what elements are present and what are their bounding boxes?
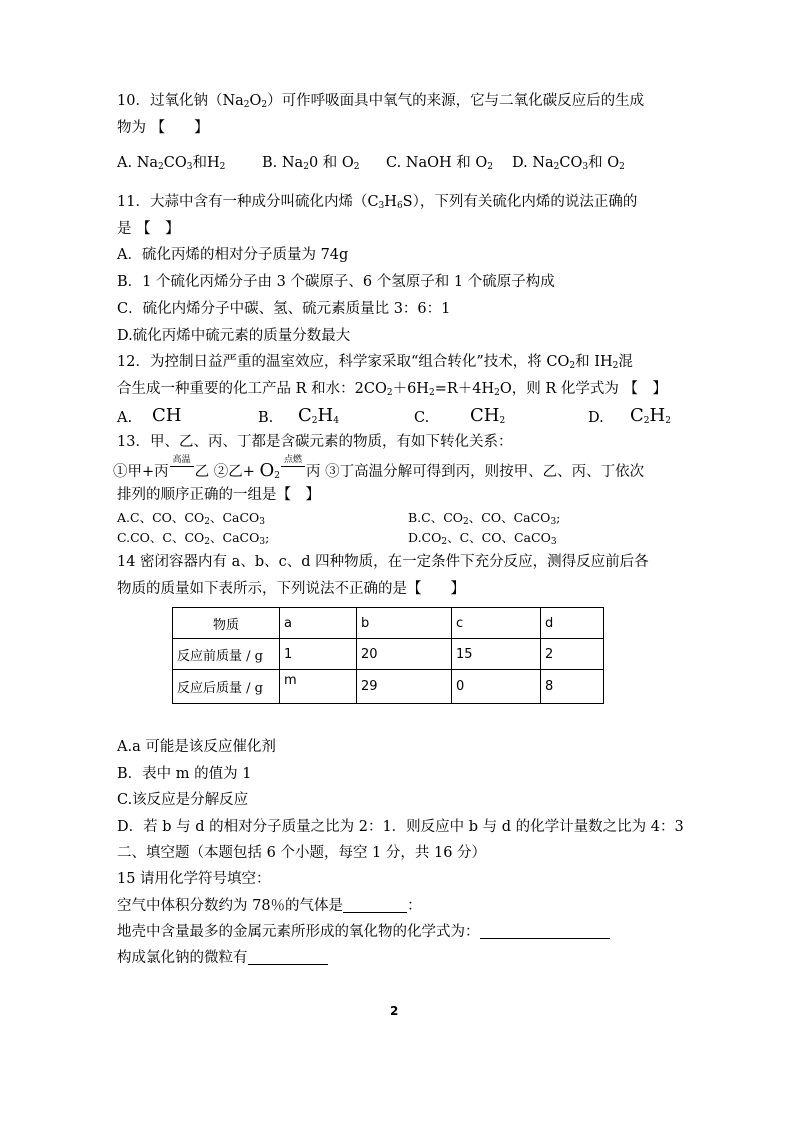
mass-table: [172, 607, 604, 704]
q11-option-d: D.硫化丙烯中硫元素的质量分数最大: [117, 328, 351, 344]
table-cell: 8: [541, 670, 604, 704]
table-cell: c: [452, 608, 541, 639]
table-cell: 反应后质量 / g: [173, 670, 280, 704]
q12-stem-line1: 12．为控制日益严重的温室效应，科学家采取“组合转化”技术，将 $CO_2$和 $IH_2$混: [117, 354, 633, 371]
q11-stem-line2: 是 【 】: [117, 221, 180, 237]
q13-option-d: $D.CO_2$、C、CO、CaCO$_3$: [408, 530, 557, 547]
q10-option-b: B. $Na_20$ 和 $O_2$: [262, 155, 360, 172]
q14-stem-line1: 14 密闭容器内有 a、b、c、d 四种物质，在一定条件下充分反应，测得反应前后各: [117, 554, 649, 570]
q12-option-c-label: C.: [414, 410, 430, 426]
q14-option-d: D．若 b 与 d 的相对分子质量之比为 2：1．则反应中 b 与 d 的化学计量数之比为 4：3: [117, 819, 684, 835]
table-row: [173, 670, 604, 704]
q13-option-a: A.C、CO、$CO_2$、CaCO$_3$: [117, 510, 266, 527]
q11-stem-line1: 11．大蒜中含有一种成分叫硫化内烯$(C_3H_6S)$，下列有关硫化内烯的说法正确的: [117, 194, 638, 211]
q13-option-b: B.C、$CO_2$、CO、CaCO$_3$;: [408, 510, 561, 527]
q15-item-3: 构成氯化钠的微粒有: [117, 948, 328, 968]
q10-stem-line1: 10．过氧化钠$(Na_2O_2)$可作呼吸面具中氧气的来源，它与二氧化碳反应后的生成: [117, 93, 645, 110]
q10-option-c: C. NaOH 和 $O_2$: [386, 155, 494, 172]
q14-option-c: C.该反应是分解反应: [117, 792, 249, 808]
table-cell: 0: [452, 670, 541, 704]
table-cell: m: [280, 670, 357, 704]
answer-blank[interactable]: [343, 898, 407, 913]
table-row: [173, 639, 604, 670]
q14-stem-line2: 物质的质量如下表所示，下列说法不正确的是【 】: [117, 581, 465, 597]
q12-option-b-label: B.: [258, 410, 274, 426]
section-heading: 二、填空题（本题包括 6 个小题，每空 1 分，共 16 分）: [117, 845, 487, 861]
table-cell: b: [357, 608, 452, 639]
table-cell: 物质: [173, 608, 280, 639]
q12-option-d: $C_2H_2$: [630, 405, 671, 426]
q10-stem-line2: 物为 【 】: [117, 120, 209, 136]
q11-option-a: A．硫化丙烯的相对分子质量为 74g: [117, 247, 349, 263]
q12-option-c: $CH_2$: [470, 405, 506, 426]
q14-option-a: A.a 可能是该反应催化剂: [117, 739, 276, 755]
answer-blank[interactable]: [248, 950, 328, 965]
table-cell: 2: [541, 639, 604, 670]
table-cell: a: [280, 608, 357, 639]
q10-option-a: A. $Na_2CO_3$和$H_2$: [117, 155, 226, 172]
table-cell: 20: [357, 639, 452, 670]
q12-option-d-label: D.: [588, 410, 604, 426]
table-row: [173, 608, 604, 639]
table-cell: d: [541, 608, 604, 639]
q13-stem-line3: 排列的顺序正确的一组是【 】: [117, 487, 320, 503]
q15-item-1: 空气中体积分数约为 78％的气体是 ：: [117, 898, 422, 914]
q15-prompt: 15 请用化学符号填空：: [117, 871, 271, 887]
q11-option-b: B．1 个硫化丙烯分子由 3 个碳原子、6 个氢原子和 1 个硫原子构成: [117, 274, 555, 290]
q12-stem-line2: 合生成一种重要的化工产品 R 和水：$2CO_2+6H_2=R+4H_2O$，则 R 化学式为 【 】: [117, 381, 667, 398]
answer-blank[interactable]: [480, 924, 610, 939]
q13-stem-line2: ①甲+丙 高温 乙 ②乙+ $O_2$ 点燃 丙 ③丁高温分解可得到丙，则按甲、乙、丙、丁依次: [113, 455, 645, 481]
reaction-condition-ignite: 点燃: [280, 458, 306, 478]
q14-option-b: B．表中 m 的值为 1: [117, 766, 252, 782]
q12-option-a: CH: [152, 405, 182, 426]
q15-item-2: 地壳中含量最多的金属元素所形成的氧化物的化学式为：: [117, 922, 610, 942]
page-number: 2: [390, 1004, 399, 1018]
table-cell: 1: [280, 639, 357, 670]
q13-stem-line1: 13．甲、乙、丙、丁都是含碳元素的物质，有如下转化关系：: [117, 434, 513, 450]
q11-option-c: C．硫化内烯分子中碳、氢、硫元素质量比 3：6：1: [117, 301, 451, 317]
table-cell: 15: [452, 639, 541, 670]
q12-option-b: $C_2H_4$: [298, 405, 339, 426]
q10-option-d: D. $Na_2CO_3$和 $O_2$: [512, 155, 625, 172]
table-cell: 29: [357, 670, 452, 704]
table-cell: 反应前质量 / g: [173, 639, 280, 670]
q13-option-c: C.CO、C、$CO_2$、CaCO$_3$;: [117, 530, 270, 547]
q12-option-a-label: A.: [117, 410, 133, 426]
reaction-condition-high-temp: 高温: [169, 458, 195, 478]
